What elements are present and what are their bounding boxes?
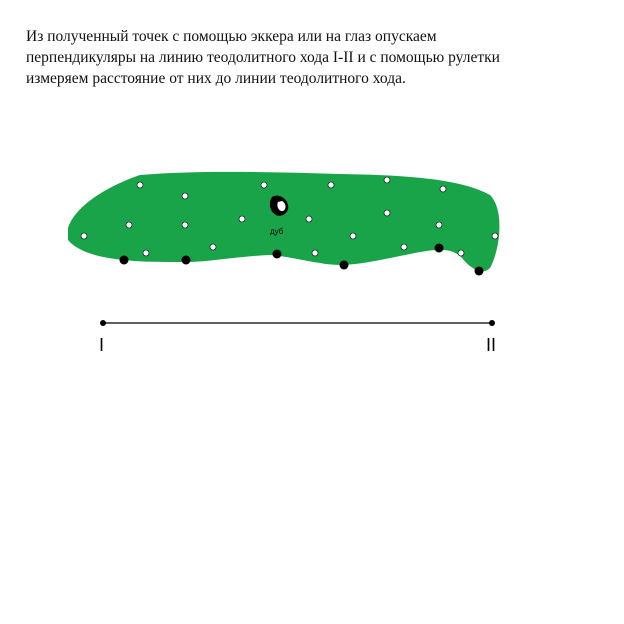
station-start-point — [100, 320, 106, 326]
instruction-text: Из полученный точек с помощью эккера или на глаз опускаем перпендикуляры на линию теодолитного хода I-II и с помощью рулетки измеряем расстояние от них до линии теодолитного хода. — [26, 28, 500, 87]
station-end-label: II — [486, 335, 497, 355]
tree-point — [182, 222, 188, 228]
tree-point — [384, 210, 390, 216]
oak-tree-label: дуб — [270, 227, 284, 236]
traverse-line-group — [99, 320, 496, 355]
tree-point — [239, 216, 245, 222]
tree-point — [436, 222, 442, 228]
station-start-label: I — [99, 335, 105, 355]
edge-point — [340, 261, 349, 270]
edge-point — [120, 256, 129, 265]
tree-point — [401, 244, 407, 250]
tree-point — [350, 233, 356, 239]
tree-point — [210, 244, 216, 250]
tree-point — [126, 222, 132, 228]
forest-area — [68, 172, 499, 271]
tree-point — [81, 233, 87, 239]
edge-point — [182, 256, 191, 265]
tree-point — [328, 182, 334, 188]
station-end-point — [489, 320, 495, 326]
edge-point — [435, 244, 444, 253]
tree-point — [143, 250, 149, 256]
tree-point — [492, 233, 498, 239]
tree-point — [458, 250, 464, 256]
tree-point — [137, 182, 143, 188]
tree-point — [384, 177, 390, 183]
tree-point — [440, 186, 446, 192]
tree-point — [312, 250, 318, 256]
tree-point — [261, 182, 267, 188]
tree-point — [182, 193, 188, 199]
tree-point — [306, 216, 312, 222]
edge-point — [475, 267, 484, 276]
edge-point — [273, 250, 282, 259]
